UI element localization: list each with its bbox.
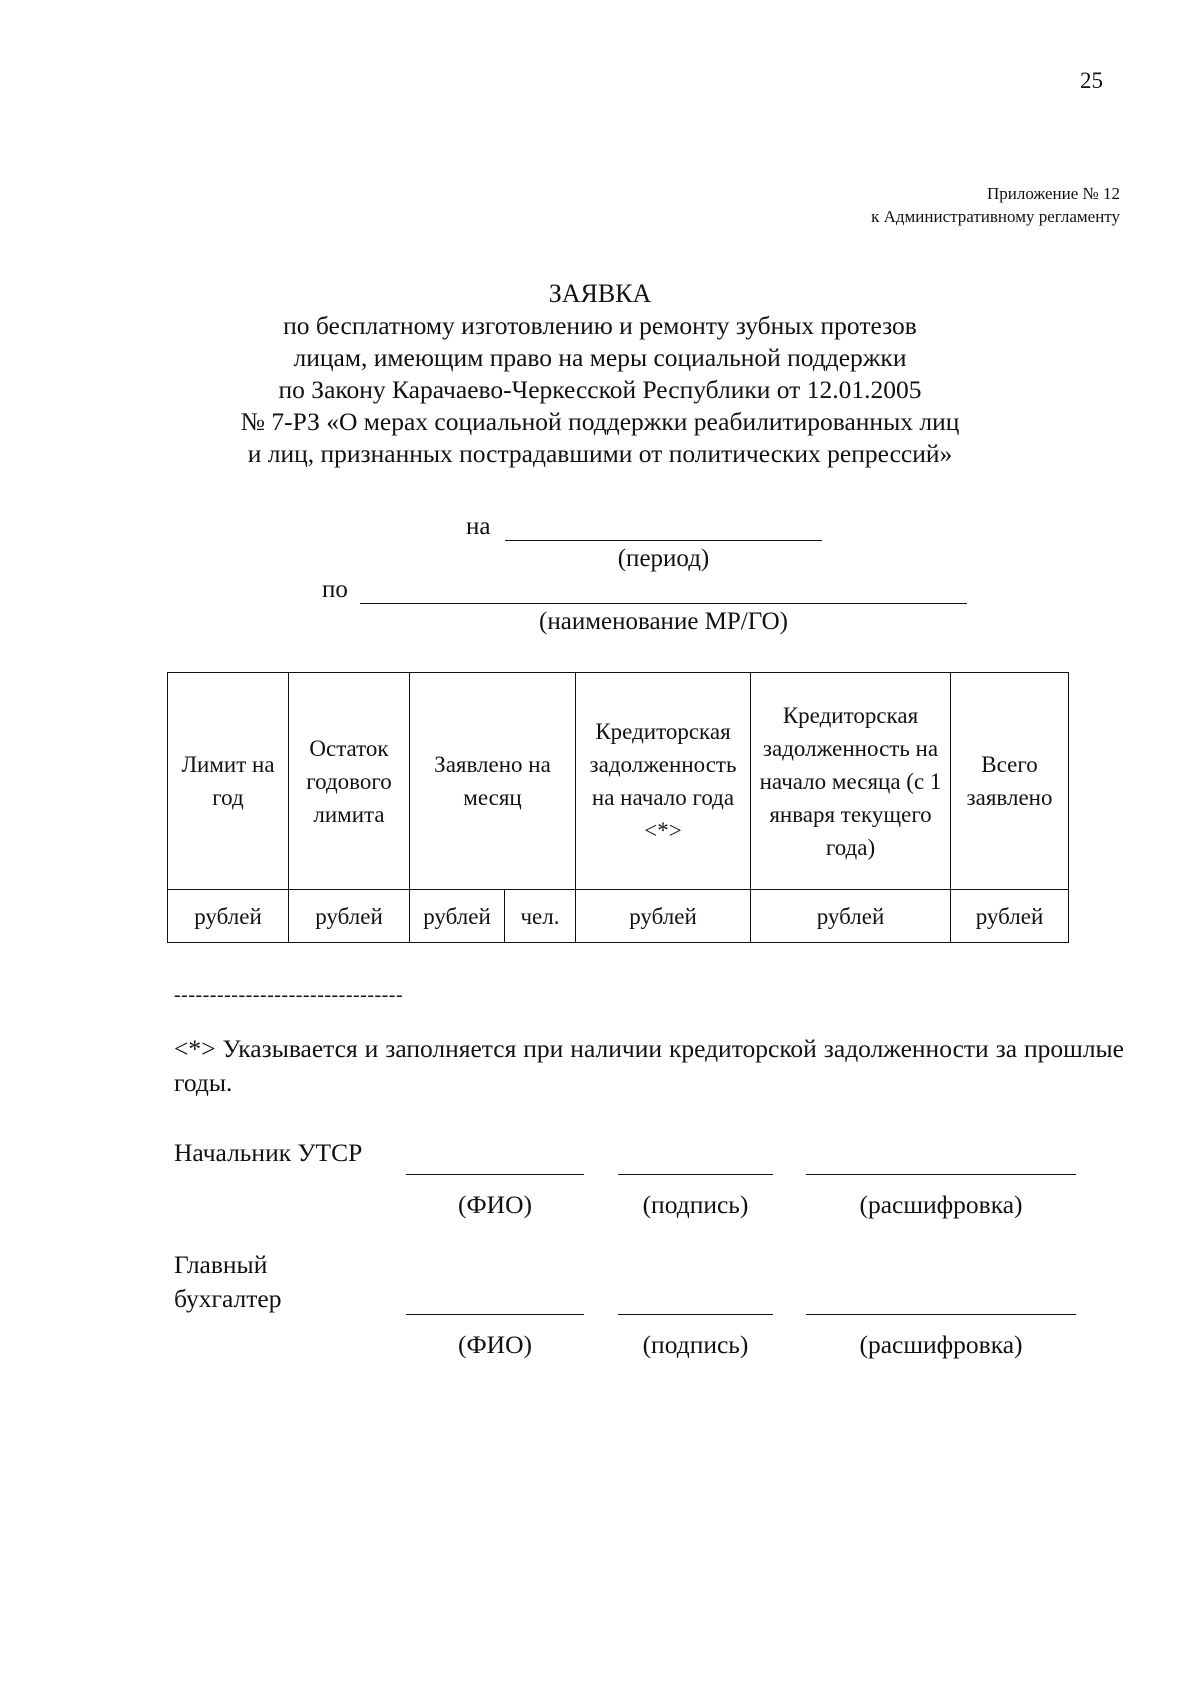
signature-1-fio-caption: (ФИО) <box>458 1190 532 1219</box>
period-prefix: на <box>466 513 491 540</box>
period-caption: (период) <box>617 545 710 572</box>
signature-2-sign-caption: (подпись) <box>642 1330 749 1359</box>
unit-cell: чел. <box>505 890 576 943</box>
title-head: ЗАЯВКА <box>548 279 652 308</box>
appendix-line-1: Приложение № 12 <box>987 184 1120 203</box>
unit-cell: рублей <box>951 890 1069 943</box>
header-remaining-limit: Остаток годового лимита <box>289 673 410 890</box>
signature-1-decode-caption: (расшифровка) <box>859 1190 1023 1219</box>
header-debt-year-start: Кредиторская задолженность на начало года <*> <box>576 673 751 890</box>
period-field-line[interactable] <box>505 540 822 541</box>
appendix-reference <box>871 182 1120 228</box>
signature-2-sign-line[interactable] <box>618 1314 773 1315</box>
document-title <box>0 278 1200 470</box>
mr-prefix: по <box>322 576 348 603</box>
signature-role-2: Главный бухгалтер <box>174 1250 282 1313</box>
mr-caption: (наименование МР/ГО) <box>539 608 788 635</box>
table-header-row <box>168 673 1069 890</box>
unit-cell: рублей <box>289 890 410 943</box>
signature-2-decode-line[interactable] <box>806 1314 1076 1315</box>
title-line-2: лицам, имеющим право на меры социальной поддержки <box>293 343 907 372</box>
unit-cell: рублей <box>410 890 505 943</box>
title-line-1: по бесплатному изготовлению и ремонту зубных протезов <box>283 311 917 340</box>
title-line-3: по Закону Карачаево-Черкесской Республики от 12.01.2005 <box>278 375 922 404</box>
footnote-text: <*> Указывается и заполняется при наличии кредиторской задолженности за прошлые годы. <box>174 1034 1124 1097</box>
title-line-5: и лиц, признанных пострадавшими от политических репрессий» <box>247 439 953 468</box>
table-units-row <box>168 890 1069 943</box>
appendix-line-2: к Административному регламенту <box>871 207 1120 226</box>
header-debt-month-start: Кредиторская задолженность на начало месяца (с 1 января текущего года) <box>751 673 951 890</box>
signature-1-decode-line[interactable] <box>806 1174 1076 1175</box>
mr-field-line[interactable] <box>360 603 967 604</box>
signature-1-sign-line[interactable] <box>618 1174 773 1175</box>
header-limit-year: Лимит на год <box>168 673 289 890</box>
unit-cell: рублей <box>576 890 751 943</box>
signature-2-fio-caption: (ФИО) <box>458 1330 532 1359</box>
footnote-separator: -------------------------------- <box>174 984 404 1006</box>
request-table <box>167 672 1069 943</box>
signature-1-fio-line[interactable] <box>406 1174 584 1175</box>
header-total-declared: Всего заявлено <box>951 673 1069 890</box>
unit-cell: рублей <box>168 890 289 943</box>
title-line-4: № 7-РЗ «О мерах социальной поддержки реабилитированных лиц <box>240 407 960 436</box>
signature-2-decode-caption: (расшифровка) <box>859 1330 1023 1359</box>
unit-cell: рублей <box>751 890 951 943</box>
page-number: 25 <box>1080 68 1103 93</box>
signature-1-sign-caption: (подпись) <box>642 1190 749 1219</box>
signature-role-1: Начальник УТСР <box>174 1138 363 1167</box>
signature-2-fio-line[interactable] <box>406 1314 584 1315</box>
header-declared-month: Заявлено на месяц <box>410 673 576 890</box>
